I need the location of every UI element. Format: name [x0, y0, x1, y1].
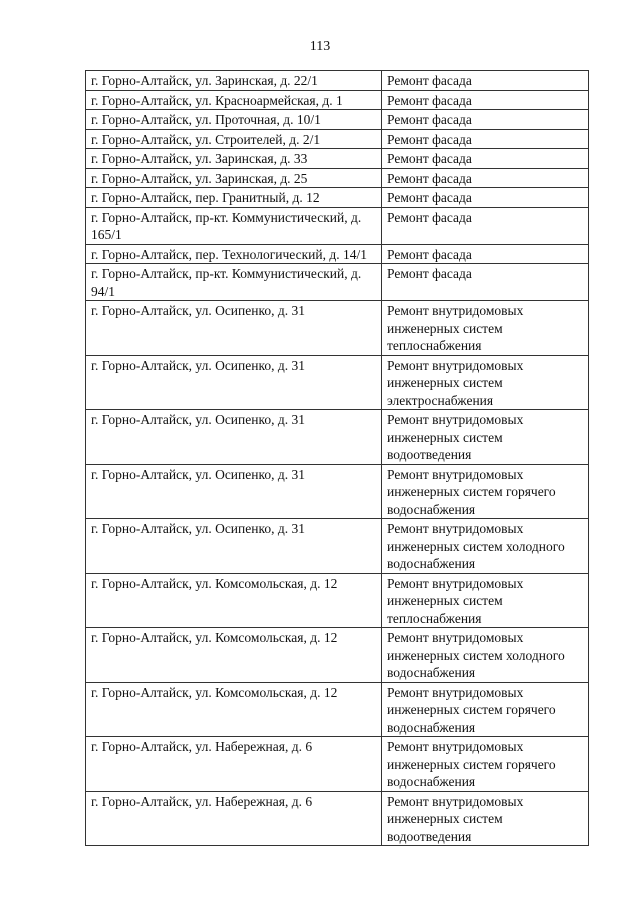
address-cell: г. Горно-Алтайск, пер. Технологический, д. 14/1 [86, 244, 382, 264]
work-type-cell: Ремонт внутридомовых инженерных систем водоотведения [382, 791, 589, 846]
address-cell: г. Горно-Алтайск, ул. Осипенко, д. 31 [86, 464, 382, 519]
work-type-cell: Ремонт внутридомовых инженерных систем холодного водоснабжения [382, 519, 589, 574]
work-type-cell: Ремонт фасада [382, 90, 589, 110]
work-type-cell: Ремонт фасада [382, 129, 589, 149]
work-type-cell: Ремонт фасада [382, 188, 589, 208]
table-row [86, 301, 589, 356]
address-cell: г. Горно-Алтайск, ул. Комсомольская, д. 12 [86, 628, 382, 683]
address-cell: г. Горно-Алтайск, ул. Осипенко, д. 31 [86, 519, 382, 574]
address-cell: г. Горно-Алтайск, ул. Заринская, д. 25 [86, 168, 382, 188]
table-row [86, 628, 589, 683]
address-cell: г. Горно-Алтайск, пер. Гранитный, д. 12 [86, 188, 382, 208]
table-row [86, 410, 589, 465]
table-row [86, 244, 589, 264]
table-row [86, 129, 589, 149]
table-row [86, 188, 589, 208]
table-row [86, 168, 589, 188]
table-row [86, 71, 589, 91]
work-type-cell: Ремонт внутридомовых инженерных систем водоотведения [382, 410, 589, 465]
table-row [86, 682, 589, 737]
address-cell: г. Горно-Алтайск, ул. Набережная, д. 6 [86, 737, 382, 792]
work-type-cell: Ремонт внутридомовых инженерных систем теплоснабжения [382, 573, 589, 628]
work-type-cell: Ремонт внутридомовых инженерных систем холодного водоснабжения [382, 628, 589, 683]
address-cell: г. Горно-Алтайск, ул. Осипенко, д. 31 [86, 410, 382, 465]
table-row [86, 90, 589, 110]
table-row [86, 207, 589, 244]
table-row [86, 519, 589, 574]
work-type-cell: Ремонт внутридомовых инженерных систем горячего водоснабжения [382, 737, 589, 792]
table-row [86, 355, 589, 410]
address-cell: г. Горно-Алтайск, ул. Набережная, д. 6 [86, 791, 382, 846]
work-type-cell: Ремонт фасада [382, 264, 589, 301]
table-row [86, 737, 589, 792]
table-row [86, 110, 589, 130]
work-type-cell: Ремонт внутридомовых инженерных систем электроснабжения [382, 355, 589, 410]
table-row [86, 464, 589, 519]
address-cell: г. Горно-Алтайск, ул. Осипенко, д. 31 [86, 301, 382, 356]
address-cell: г. Горно-Алтайск, ул. Красноармейская, д. 1 [86, 90, 382, 110]
table-row [86, 149, 589, 169]
work-type-cell: Ремонт внутридомовых инженерных систем горячего водоснабжения [382, 464, 589, 519]
work-type-cell: Ремонт внутридомовых инженерных систем теплоснабжения [382, 301, 589, 356]
address-cell: г. Горно-Алтайск, ул. Заринская, д. 33 [86, 149, 382, 169]
address-cell: г. Горно-Алтайск, ул. Комсомольская, д. 12 [86, 573, 382, 628]
table-row [86, 264, 589, 301]
address-cell: г. Горно-Алтайск, ул. Комсомольская, д. 12 [86, 682, 382, 737]
address-cell: г. Горно-Алтайск, ул. Строителей, д. 2/1 [86, 129, 382, 149]
work-type-cell: Ремонт фасада [382, 244, 589, 264]
address-cell: г. Горно-Алтайск, ул. Заринская, д. 22/1 [86, 71, 382, 91]
works-table [85, 70, 589, 846]
table-body [86, 71, 589, 846]
address-cell: г. Горно-Алтайск, пр-кт. Коммунистический, д. 165/1 [86, 207, 382, 244]
work-type-cell: Ремонт фасада [382, 168, 589, 188]
address-cell: г. Горно-Алтайск, ул. Осипенко, д. 31 [86, 355, 382, 410]
work-type-cell: Ремонт фасада [382, 149, 589, 169]
table-row [86, 791, 589, 846]
address-cell: г. Горно-Алтайск, пр-кт. Коммунистический, д. 94/1 [86, 264, 382, 301]
address-cell: г. Горно-Алтайск, ул. Проточная, д. 10/1 [86, 110, 382, 130]
work-type-cell: Ремонт фасада [382, 207, 589, 244]
work-type-cell: Ремонт фасада [382, 71, 589, 91]
work-type-cell: Ремонт фасада [382, 110, 589, 130]
work-type-cell: Ремонт внутридомовых инженерных систем горячего водоснабжения [382, 682, 589, 737]
table-row [86, 573, 589, 628]
page-number: 113 [309, 39, 331, 54]
